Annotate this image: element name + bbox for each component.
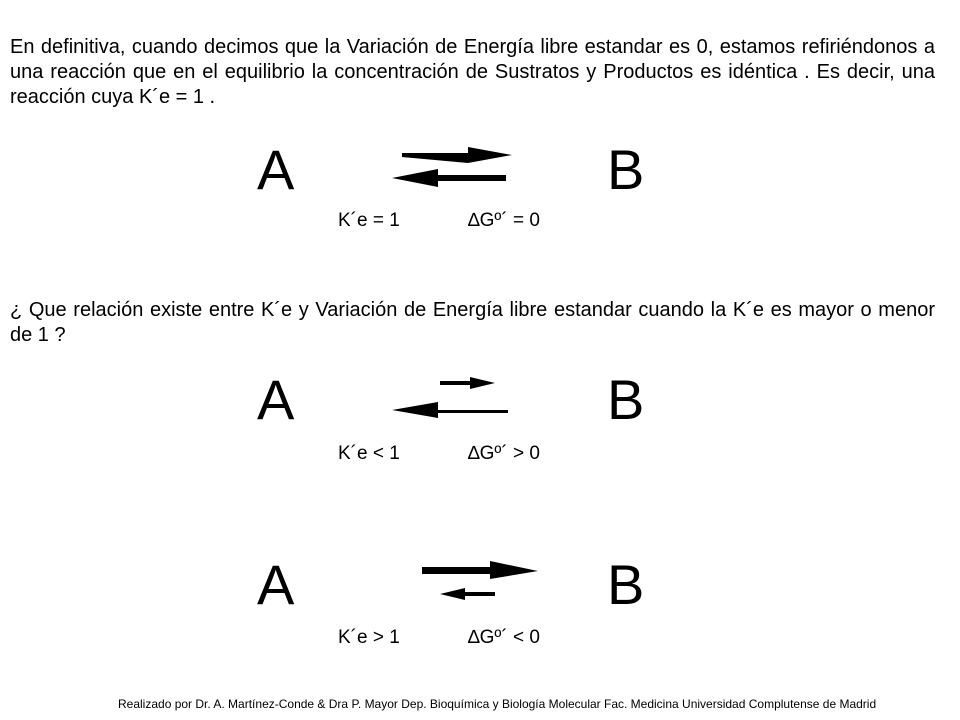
question-paragraph: ¿ Que relación existe entre K´e y Variación de Energía libre estandar cuando la K´e es mayor o menor de 1 ? — [10, 299, 935, 346]
reaction-2-substrate-a: A — [257, 368, 295, 431]
reaction-2-conditions — [338, 443, 540, 509]
reverse-arrow-icon — [392, 169, 506, 187]
reaction-2-ke-label: K´e < 1 — [338, 443, 400, 464]
equilibrium-arrows-reverse-favored-icon — [390, 375, 520, 420]
reverse-arrow-large-icon — [392, 402, 508, 418]
forward-arrow-large-icon — [422, 561, 538, 579]
forward-arrow-small-icon — [440, 377, 495, 389]
reaction-3-product-b: B — [607, 553, 645, 616]
reverse-arrow-small-icon — [440, 588, 495, 600]
reaction-1-substrate-a: A — [257, 138, 295, 201]
forward-arrow-icon — [402, 147, 512, 163]
reaction-1-product-b: B — [607, 138, 645, 201]
reaction-2-product-b: B — [607, 368, 645, 431]
intro-paragraph: En definitiva, cuando decimos que la Variación de Energía libre estandar es 0, estamos refiriéndonos a una reacción que en el equilibrio la concentración de Sustratos y Productos es idéntica . Es decir, una reacción cuya K´e = 1 . — [10, 36, 935, 108]
reaction-3-ke-label: K´e > 1 — [338, 627, 400, 648]
equilibrium-arrows-forward-favored-icon — [420, 557, 545, 602]
equilibrium-arrows-equal-icon — [390, 145, 520, 187]
reaction-3-dg-label: ∆Gº´ < 0 — [468, 627, 540, 648]
credits-footer: Realizado por Dr. A. Martínez-Conde & Dra P. Mayor Dep. Bioquímica y Biología Molecular Fac. Medicina Universidad Complutense de Madrid — [118, 697, 877, 711]
reaction-1-ke-label: K´e = 1 — [338, 210, 400, 231]
reaction-3-substrate-a: A — [257, 553, 295, 616]
reaction-3-conditions — [338, 627, 540, 693]
reaction-2-dg-label: ∆Gº´ > 0 — [468, 443, 540, 464]
reaction-1-conditions — [338, 210, 540, 276]
reaction-1-dg-label: ∆Gº´ = 0 — [468, 210, 540, 231]
